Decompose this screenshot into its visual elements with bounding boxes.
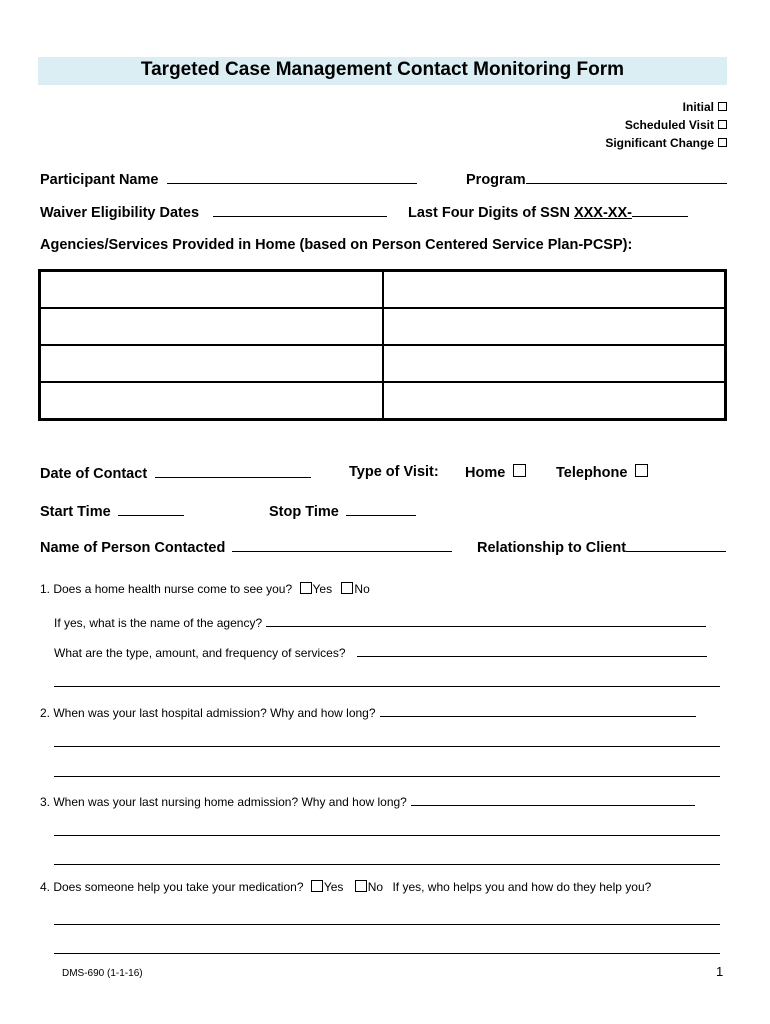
question-4-follow-text: If yes, who helps you and how do they help you?: [392, 880, 652, 894]
answer-line[interactable]: [54, 776, 720, 777]
question-3-input[interactable]: [411, 794, 695, 806]
participant-name-field: [40, 170, 417, 188]
relationship-label: Relationship to Client: [477, 540, 627, 556]
waiver-dates-label: Waiver Eligibility Dates: [40, 205, 200, 221]
table-cell[interactable]: [40, 308, 384, 345]
question-2-input[interactable]: [380, 705, 696, 717]
start-time-input[interactable]: [118, 502, 184, 516]
checkbox-significant-label: Significant Change: [605, 136, 714, 150]
table-cell[interactable]: [40, 382, 384, 420]
question-1b: [54, 645, 707, 660]
stop-time-label: Stop Time: [269, 504, 339, 520]
waiver-dates-field: [40, 203, 387, 221]
question-1-yes-checkbox[interactable]: [300, 582, 312, 594]
table-row: [40, 271, 726, 309]
question-1: [40, 582, 370, 596]
table-cell[interactable]: [40, 271, 384, 309]
checkbox-scheduled-visit[interactable]: [625, 118, 727, 132]
answer-line[interactable]: [54, 835, 720, 836]
person-contacted-field: [40, 538, 452, 556]
checkbox-scheduled-label: Scheduled Visit: [624, 118, 714, 132]
question-4-yes-checkbox[interactable]: [311, 880, 323, 892]
title-bar: [38, 57, 727, 85]
start-time-field: [40, 502, 184, 520]
telephone-checkbox[interactable]: [635, 464, 648, 477]
agencies-table: [38, 269, 727, 421]
program-label: Program: [466, 172, 526, 188]
table-row: [40, 345, 726, 382]
date-of-contact-field: [40, 464, 311, 482]
relationship-input[interactable]: [626, 538, 726, 552]
question-2-text: 2. When was your last hospital admission? Why and how long?: [40, 706, 376, 720]
question-4-no-label: No: [367, 880, 384, 894]
question-1-yes-label: Yes: [312, 582, 333, 596]
checkbox-box[interactable]: [718, 102, 727, 111]
date-of-contact-label: Date of Contact: [40, 466, 148, 482]
home-option[interactable]: [465, 464, 526, 481]
stop-time-input[interactable]: [346, 502, 416, 516]
question-1a-input[interactable]: [266, 615, 706, 627]
home-checkbox[interactable]: [513, 464, 526, 477]
stop-time-field: [269, 502, 416, 520]
question-2: [40, 705, 696, 720]
checkbox-initial[interactable]: [683, 100, 727, 114]
person-contacted-label: Name of Person Contacted: [40, 540, 226, 556]
question-1-no-checkbox[interactable]: [341, 582, 353, 594]
participant-name-label: Participant Name: [40, 172, 159, 188]
checkbox-box[interactable]: [718, 120, 727, 129]
question-4-yes-label: Yes: [323, 880, 344, 894]
question-1a: [54, 615, 706, 630]
ssn-label: Last Four Digits of SSN: [408, 205, 570, 221]
table-cell[interactable]: [383, 271, 726, 309]
telephone-label: Telephone: [556, 465, 628, 481]
page-number: 1: [716, 964, 724, 979]
table-cell[interactable]: [383, 308, 726, 345]
person-contacted-input[interactable]: [232, 538, 452, 552]
table-cell[interactable]: [383, 345, 726, 382]
date-of-contact-input[interactable]: [155, 464, 311, 478]
type-of-visit-label: Type of Visit:: [349, 464, 439, 480]
program-input[interactable]: [526, 170, 727, 184]
relationship-field: [477, 538, 726, 556]
question-1-no-label: No: [354, 582, 370, 596]
answer-line[interactable]: [54, 953, 720, 954]
answer-line[interactable]: [54, 746, 720, 747]
question-4: [40, 880, 651, 894]
answer-line[interactable]: [54, 924, 720, 925]
checkbox-box[interactable]: [718, 138, 727, 147]
form-code: DMS-690 (1-1-16): [62, 968, 143, 979]
ssn-field: [408, 203, 688, 221]
checkbox-initial-label: Initial: [682, 100, 714, 114]
ssn-input[interactable]: [632, 203, 688, 217]
question-1-text: 1. Does a home health nurse come to see you?: [40, 582, 293, 596]
start-time-label: Start Time: [40, 504, 111, 520]
question-1a-text: If yes, what is the name of the agency?: [54, 616, 263, 630]
question-4-no-checkbox[interactable]: [355, 880, 367, 892]
telephone-option[interactable]: [556, 464, 648, 481]
answer-line[interactable]: [54, 686, 720, 687]
checkbox-significant-change[interactable]: [605, 136, 727, 150]
question-1b-text: What are the type, amount, and frequency of services?: [54, 646, 346, 660]
table-row: [40, 382, 726, 420]
home-label: Home: [465, 465, 506, 481]
question-1b-input[interactable]: [357, 645, 707, 657]
table-cell[interactable]: [40, 345, 384, 382]
waiver-dates-input[interactable]: [213, 203, 387, 217]
table-row: [40, 308, 726, 345]
ssn-prefix: XXX-XX-: [573, 205, 632, 221]
question-3: [40, 794, 695, 809]
answer-line[interactable]: [54, 864, 720, 865]
agencies-label: Agencies/Services Provided in Home (based on Person Centered Service Plan-PCSP):: [40, 237, 633, 253]
table-cell[interactable]: [383, 382, 726, 420]
question-4-text: 4. Does someone help you take your medication?: [40, 880, 304, 894]
participant-name-input[interactable]: [167, 170, 417, 184]
question-3-text: 3. When was your last nursing home admission? Why and how long?: [40, 795, 407, 809]
program-field: [466, 170, 727, 188]
page-title: Targeted Case Management Contact Monitoring Form: [140, 59, 625, 80]
